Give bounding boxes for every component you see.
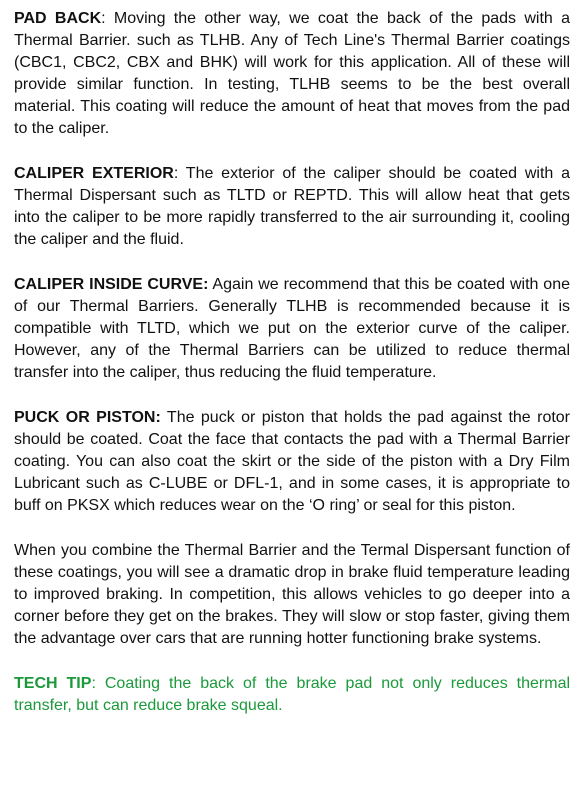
- section-heading: PUCK OR PISTON:: [14, 409, 161, 426]
- tech-tip: [14, 673, 570, 717]
- summary-paragraph: When you combine the Thermal Barrier and the Termal Dispersant function of these coatings, you will see a dramatic drop in brake fluid temperature leading to improved braking. In competition, this allows vehicles to go deeper into a corner before they get on the brakes. They will slow or stop faster, giving them the advantage over cars that are running hotter functioning brake systems.: [14, 542, 570, 647]
- section-caliper-inside-curve: [14, 274, 570, 384]
- document-page: [14, 8, 570, 740]
- section-heading: PAD BACK: [14, 10, 102, 27]
- section-separator: :: [101, 10, 114, 27]
- section-body: The exterior of the caliper should be coated with a Thermal Dispersant such as TLTD or REPTD. This will allow heat that gets into the caliper to be more rapidly transferred to the air surrounding it, cooling the caliper and the fluid.: [14, 165, 571, 248]
- section-body: Moving the other way, we coat the back of the pads with a Thermal Barrier. such as TLHB. Any of Tech Line's Thermal Barrier coatings (CBC1, CBC2, CBX and BHK) will work for this application. All of these will provide similar function. In testing, TLHB seems to be the best overall material. This coating will reduce the amount of heat that moves from the pad to the caliper.: [14, 10, 570, 137]
- section-puck-or-piston: [14, 407, 570, 517]
- tech-tip-heading: TECH TIP: [14, 675, 92, 692]
- tech-tip-body: Coating the back of the brake pad not only reduces thermal transfer, but can reduce brake squeal.: [14, 675, 571, 714]
- section-pad-back: [14, 8, 570, 140]
- section-separator: :: [173, 165, 186, 182]
- section-heading: CALIPER INSIDE CURVE:: [14, 276, 209, 293]
- section-body: The puck or piston that holds the pad against the rotor should be coated. Coat the face that contacts the pad with a Thermal Barrier coating. You can also coat the skirt or the side of the piston with a Dry Film Lubricant such as C-LUBE or DFL-1, and in some cases, it is appropriate to buff on PKSX which reduces wear on the ‘O ring’ or seal for this piston.: [14, 409, 571, 514]
- section-body: Again we recommend that this be coated with one of our Thermal Barriers. Generally TLHB is recommended because it is compatible with TLTD, which we put on the exterior curve of the caliper. However, any of the Thermal Barriers can be utilized to reduce thermal transfer into the caliper, thus reducing the fluid temperature.: [14, 276, 570, 381]
- tech-tip-separator: :: [91, 675, 105, 692]
- section-heading: CALIPER EXTERIOR: [14, 165, 174, 182]
- section-caliper-exterior: [14, 163, 570, 251]
